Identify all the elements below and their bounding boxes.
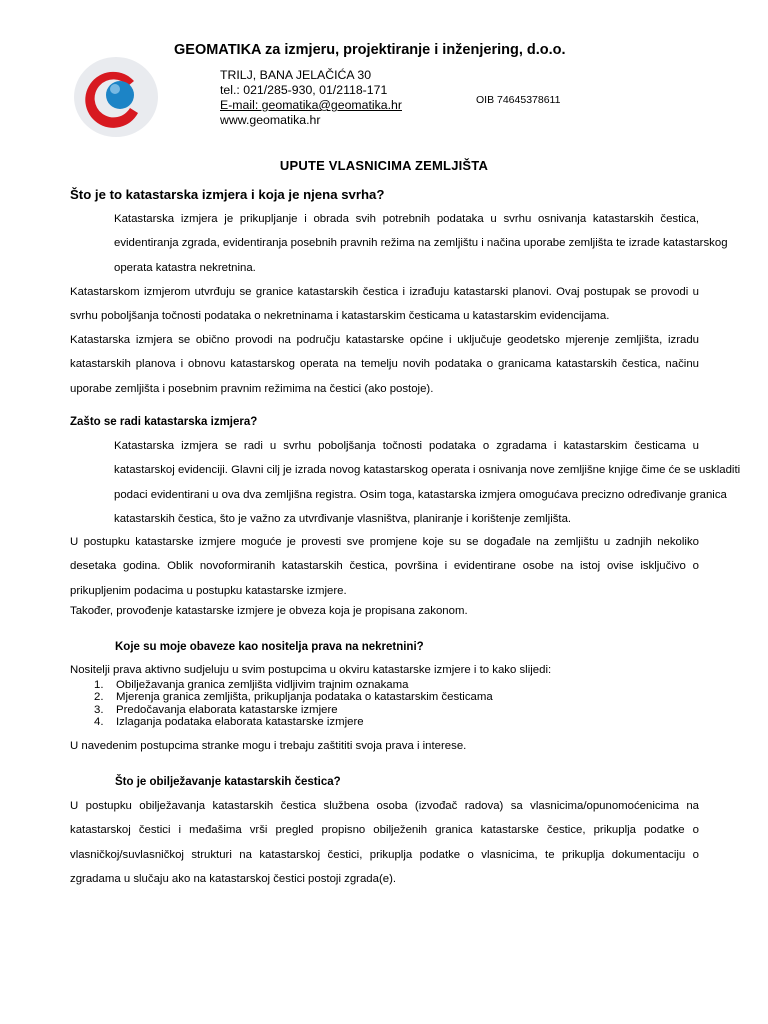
section2-heading: Zašto se radi katastarska izmjera? <box>70 416 258 428</box>
list-text: Predočavanja elaborata katastarske izmjere <box>116 703 338 716</box>
section3-outro: U navedenim postupcima stranke mogu i trebaju zaštititi svoja prava i interese. <box>70 740 467 752</box>
text-line: desetaka godina. Oblik novoformiranih katastarskih čestica, površina i evidentirane osobe na istoj ovise isključivo o <box>70 560 699 573</box>
section2-paragraph-1 <box>70 434 741 532</box>
section2-paragraph-2 <box>70 530 699 603</box>
text-line: operata katastra nekretnina. <box>114 261 256 274</box>
list-item <box>70 704 710 717</box>
section1-paragraph-1 <box>70 207 728 280</box>
list-text: Izlaganja podataka elaborata katastarske izmjere <box>116 716 364 728</box>
text-line: U postupku obilježavanja katastarskih čestica službena osoba (izvođač radova) sa vlasnicima/opunomoćenicima na <box>70 800 699 812</box>
list-text: Obilježavanja granica zemljišta vidljivim trajnim oznakama <box>116 678 409 691</box>
section4-paragraph-1 <box>70 794 699 892</box>
text-line: Katastarska izmjera se radi u svrhu poboljšanja točnosti podataka o zgradama i katastarskim česticama u <box>114 440 699 452</box>
section2-paragraph-3: Također, provođenje katastarske izmjere je obveza koja je propisana zakonom. <box>70 605 468 617</box>
list-text: Mjerenja granica zemljišta, prikupljanja podataka o katastarskim česticama <box>116 691 493 703</box>
logo-blue-ball <box>106 81 134 109</box>
text-line: katastarskih čestica, što je važno za utvrđivanje vlasništva, planiranje i korištenje zemljišta. <box>114 513 572 526</box>
address: TRILJ, BANA JELAČIĆA 30 <box>220 68 372 82</box>
list-item <box>70 691 710 704</box>
contact-block <box>220 68 402 128</box>
section3-heading: Koje su moje obaveze kao nositelja prava na nekretnini? <box>115 641 424 653</box>
text-line: Katastarska izmjera je prikupljanje i obrada svih potrebnih podataka u svrhu osnivanja katastarskih čestica, <box>114 213 699 225</box>
list-number: 1. <box>94 678 104 691</box>
obligations-list-block <box>70 664 710 729</box>
list-number: 3. <box>94 703 104 716</box>
section1-paragraph-2 <box>70 280 699 329</box>
text-line: Katastarskom izmjerom utvrđuju se granice katastarskih čestica i izrađuju katastarski planovi. Ovaj postupak se provodi u <box>70 286 699 298</box>
oib-number: OIB 74645378611 <box>476 94 561 106</box>
list-number: 4. <box>94 716 104 728</box>
email-link[interactable]: E-mail: geomatika@geomatika.hr <box>220 98 402 112</box>
phone: tel.: 021/285-930, 01/2118-171 <box>220 83 388 97</box>
text-line: podaci evidentirani u ova dva zemljišna registra. Osim toga, katastarska izmjera omogućava precizno određivanje granica <box>114 488 727 501</box>
section1-heading: Što je to katastarska izmjera i koja je njena svrha? <box>70 187 385 202</box>
list-item <box>70 716 710 729</box>
text-line: svrhu poboljšanja točnosti podataka o nekretninama i katastarskim česticama u katastarskim evidencijama. <box>70 310 610 323</box>
company-name: GEOMATIKA za izmjeru, projektiranje i inženjering, d.o.o. <box>174 42 566 58</box>
company-logo <box>72 55 162 139</box>
section4-heading: Što je obilježavanje katastarskih čestica? <box>115 776 341 788</box>
website: www.geomatika.hr <box>220 113 321 127</box>
text-line: katastarskoj čestici i međašima vrši pregled propisno obilježenih granica katastarske čestice, prikuplja podatke o <box>70 824 699 837</box>
text-line: katastarskoj evidenciji. Glavni cilj je izrada novog katastarskog operata i osnivanja nove zemljišne knjige čime će se uskladiti <box>114 464 741 477</box>
obligations-list <box>70 679 710 729</box>
list-number: 2. <box>94 691 104 703</box>
list-item <box>70 679 710 692</box>
text-line: prikupljenim podacima u postupku katastarske izmjere. <box>70 584 347 597</box>
text-line: vlasničkoj/suvlasničkoj strukturi na katastarskoj čestici, prikuplja podatke o vlasnicima, te prikuplja dokumentaciju o <box>70 848 699 861</box>
section1-paragraph-3 <box>70 328 699 401</box>
text-line: katastarskih planova i obnovu katastarskog operata na temelju novih podataka o granicama katastarskih čestica, načinu <box>70 358 699 371</box>
document-title: UPUTE VLASNICIMA ZEMLJIŠTA <box>279 158 489 173</box>
text-line: Katastarska izmjera se obično provodi na području katastarske općine i uključuje geodetsko mjerenje zemljišta, izradu <box>70 334 699 346</box>
list-intro: Nositelji prava aktivno sudjeluju u svim postupcima u okviru katastarske izmjere i to kako slijedi: <box>70 664 552 676</box>
text-line: zgradama u slučaju ako na katastarskoj čestici postoji zgrada(e). <box>70 873 397 886</box>
text-line: U postupku katastarske izmjere moguće je provesti sve promjene koje su se događale na zemljištu u zadnjih nekoliko <box>70 536 699 548</box>
logo-ball-highlight <box>110 84 120 94</box>
text-line: uporabe zemljišta i posebnim pravnim režimima na čestici (ako postoje). <box>70 382 434 395</box>
text-line: evidentiranja zgrada, evidentiranja posebnih pravnih režima na zemljištu i načina uporabe zemljišta te izrade katastarskog <box>114 237 728 250</box>
